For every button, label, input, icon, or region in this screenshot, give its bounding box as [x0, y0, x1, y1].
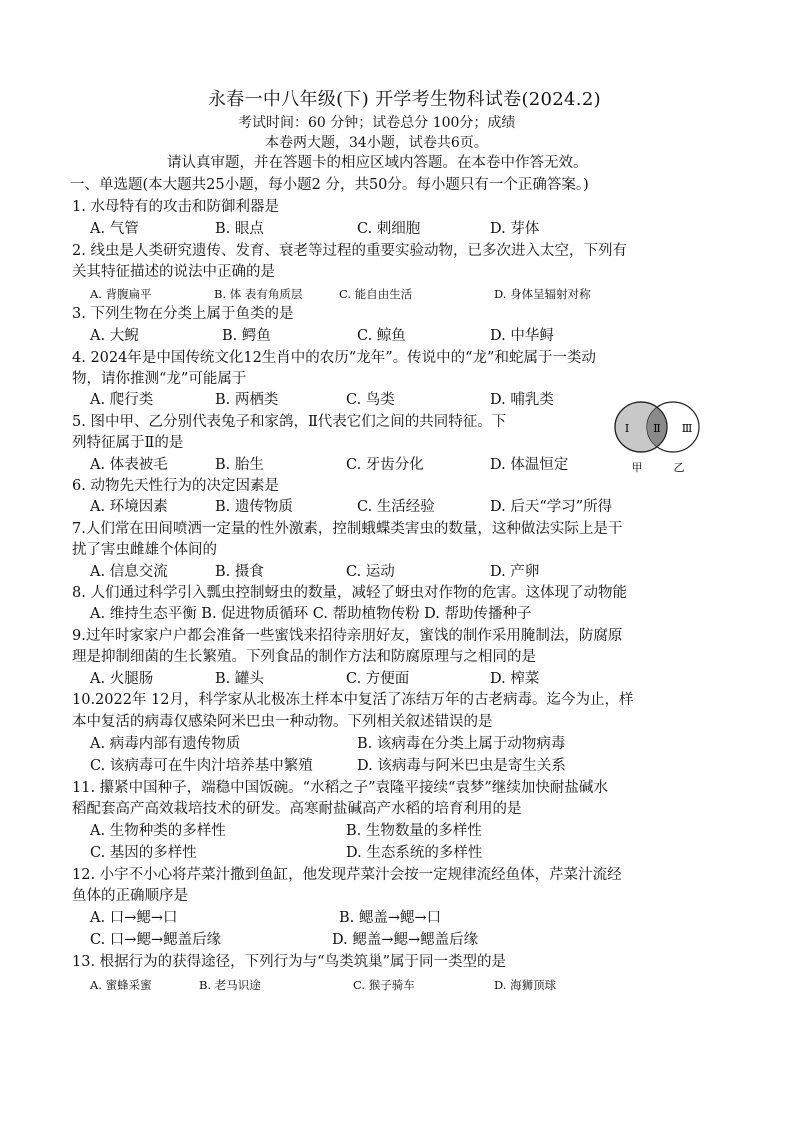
question-7-stem-cont: 扰了害虫雌雄个体间的: [72, 542, 217, 558]
q6-option-b: B. 遗传物质: [215, 499, 293, 515]
q3-option-d: D. 中华鲟: [490, 328, 554, 344]
q13-option-d: D. 海狮顶球: [494, 978, 557, 992]
q5-option-c: C. 牙齿分化: [346, 457, 424, 473]
q7-option-a: A. 信息交流: [90, 564, 168, 580]
q7-option-c: C. 运动: [346, 564, 395, 580]
q10-option-c: C. 该病毒可在牛肉汁培养基中繁殖: [90, 758, 313, 774]
question-10-stem: 10.2022年 12月，科学家从北极冻土样本中复活了冻结万年的古老病毒。迄今为止，样: [72, 692, 634, 708]
venn-label-2: Ⅱ: [653, 422, 661, 435]
q11-option-d: D. 生态系统的多样性: [346, 845, 483, 861]
q12-option-a: A. 口→鳃→口: [90, 910, 178, 926]
q1-option-d: D. 芽体: [490, 221, 540, 237]
q5-option-d: D. 体温恒定: [490, 457, 569, 473]
q1-option-a: A. 气管: [90, 221, 139, 237]
question-7-stem: 7.人们常在田间喷洒一定量的性外激素，控制蛾蝶类害虫的数量，这种做法实际上是干: [72, 521, 623, 537]
q3-option-a: A. 大鲵: [90, 328, 139, 344]
q10-option-a: A. 病毒内部有遗传物质: [90, 736, 241, 752]
question-3-stem: 3. 下列生物在分类上属于鱼类的是: [72, 306, 294, 322]
question-11-stem-cont: 稻配套高产高效栽培技术的研发。高寒耐盐碱高产水稻的培育利用的是: [72, 801, 522, 817]
question-6-stem: 6. 动物先天性行为的决定因素是: [72, 478, 279, 494]
q9-option-a: A. 火腿肠: [90, 671, 154, 687]
q6-option-a: A. 环境因素: [90, 499, 168, 515]
q1-option-c: C. 刺细胞: [357, 221, 421, 237]
q4-option-a: A. 爬行类: [90, 392, 154, 408]
question-12-stem: 12. 小宇不小心将芹菜汁撒到鱼缸，他发现芹菜汁会按一定规律流经鱼体，芹菜汁流经: [72, 867, 622, 883]
question-9-stem-cont: 理是抑制细菌的生长繁殖。下列食品的制作方法和防腐原理与之相同的是: [72, 649, 536, 665]
q5-option-b: B. 胎生: [215, 457, 264, 473]
venn-caption-yi: 乙: [673, 461, 685, 474]
venn-label-3: Ⅲ: [681, 422, 693, 435]
q4-option-c: C. 鸟类: [346, 392, 395, 408]
q11-option-b: B. 生物数量的多样性: [346, 823, 482, 839]
q8-options-line: A. 维持生态平衡 B. 促进物质循环 C. 帮助植物传粉 D. 帮助传播种子: [90, 606, 532, 622]
question-1-stem: 1. 水母特有的攻击和防御利器是: [72, 199, 279, 215]
exam-instruction: 请认真审题，并在答题卡的相应区域内答题。在本卷中作答无效。: [167, 155, 588, 171]
q1-option-b: B. 眼点: [215, 221, 264, 237]
question-13-stem: 13. 根据行为的获得途径，下列行为与“鸟类筑巢”属于同一类型的是: [72, 954, 506, 970]
q11-option-c: C. 基因的多样性: [90, 845, 197, 861]
q7-option-d: D. 产卵: [490, 564, 540, 580]
question-2-stem-cont: 关其特征描述的说法中正确的是: [72, 264, 275, 280]
q12-option-d: D. 鳃盖→鳃→鳃盖后缘: [332, 932, 479, 948]
q6-option-d: D. 后天“学习”所得: [490, 499, 613, 515]
venn-diagram-figure: [607, 397, 709, 477]
exam-composition: 本卷两大题，34小题，试卷共6页。: [265, 135, 488, 151]
q9-option-b: B. 罐头: [215, 671, 264, 687]
q10-option-b: B. 该病毒在分类上属于动物病毒: [357, 736, 566, 752]
q13-option-a: A. 蜜蜂采蜜: [90, 978, 152, 992]
q4-option-d: D. 哺乳类: [490, 392, 554, 408]
section-heading: 一、单选题(本大题共25小题，每小题2 分，共50分。每小题只有一个正确答案。): [70, 177, 589, 193]
q2-option-d: D. 身体呈辐射对称: [494, 287, 591, 301]
q12-option-c: C. 口→鳃→鳃盖后缘: [90, 932, 222, 948]
q2-option-c: C. 能自由生活: [339, 287, 413, 301]
question-12-stem-cont: 鱼体的正确顺序是: [72, 888, 188, 904]
q5-option-a: A. 体表被毛: [90, 457, 168, 473]
q7-option-b: B. 摄食: [215, 564, 264, 580]
exam-info: 考试时间：60 分钟；试卷总分 100分；成绩: [238, 115, 516, 131]
venn-caption-jia: 甲: [631, 461, 643, 474]
q2-option-b: B. 体 表有角质层: [214, 287, 303, 301]
question-11-stem: 11. 攥紧中国种子，端稳中国饭碗。“水稻之子”袁隆平接续“袁梦”继续加快耐盐碱水: [72, 780, 608, 796]
question-9-stem: 9.过年时家家户户都会准备一些蜜饯来招待亲朋好友，蜜饯的制作采用腌制法，防腐原: [72, 628, 623, 644]
question-2-stem: 2. 线虫是人类研究遗传、发育、衰老等过程的重要实验动物，已多次进入太空，下列有: [72, 243, 627, 259]
question-5-stem: 5. 图中甲、乙分别代表兔子和家鸽，Ⅱ代表它们之间的共同特征。下: [72, 414, 507, 430]
q11-option-a: A. 生物种类的多样性: [90, 823, 226, 839]
q10-option-d: D. 该病毒与阿米巴虫是寄生关系: [357, 758, 566, 774]
question-4-stem-cont: 物，请你推测“龙”可能属于: [72, 371, 247, 387]
question-10-stem-cont: 本中复活的病毒仅感染阿米巴虫一种动物。下列相关叙述错误的是: [72, 714, 493, 730]
q3-option-b: B. 鳄鱼: [222, 328, 271, 344]
question-5-stem-cont: 列特征属于Ⅱ的是: [72, 435, 184, 451]
q13-option-c: C. 猴子骑车: [353, 978, 415, 992]
q6-option-c: C. 生活经验: [357, 499, 435, 515]
exam-title: 永春一中八年级(下) 开学考生物科试卷(2024.2): [208, 89, 601, 110]
q2-option-a: A. 背腹扁平: [90, 287, 152, 301]
q9-option-c: C. 方便面: [346, 671, 410, 687]
q4-option-b: B. 两栖类: [215, 392, 279, 408]
q3-option-c: C. 鲸鱼: [357, 328, 406, 344]
q9-option-d: D. 榨菜: [490, 671, 540, 687]
q13-option-b: B. 老马识途: [199, 978, 261, 992]
venn-label-1: Ⅰ: [624, 422, 630, 435]
question-8-stem: 8. 人们通过科学引入瓢虫控制蚜虫的数量，减轻了蚜虫对作物的危害。这体现了动物能: [72, 585, 627, 601]
q12-option-b: B. 鳃盖→鳃→口: [339, 910, 442, 926]
question-4-stem: 4. 2024年是中国传统文化12生肖中的农历“龙年”。传说中的“龙”和蛇属于一类动: [72, 350, 596, 366]
